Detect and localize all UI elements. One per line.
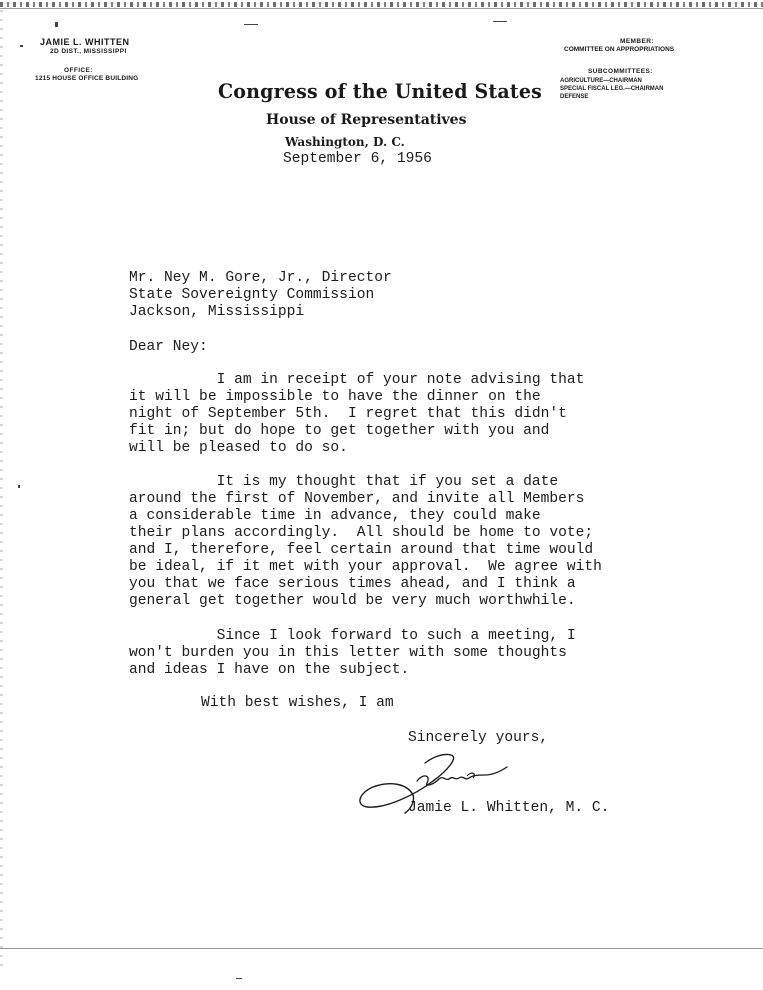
paragraph-line: general get together would be very much worthwhile. — [129, 593, 576, 609]
paragraph-line: you that we face serious times ahead, and I think a — [129, 576, 576, 592]
subcommittee-item: SPECIAL FISCAL LEG.—CHAIRMAN — [560, 86, 664, 92]
paragraph-2 — [129, 474, 602, 610]
paragraph-line: and I, therefore, feel certain around that time would — [129, 542, 594, 558]
paragraph-3 — [129, 628, 576, 679]
scan-edge-bottom — [0, 948, 763, 949]
recipient-address — [129, 270, 392, 321]
paragraph-line: night of September 5th. I regret that this didn't — [129, 406, 567, 422]
subcommittee-list — [560, 77, 690, 101]
paragraph-line: fit in; but do hope to get together with you and — [129, 423, 550, 439]
scan-edge-line — [0, 8, 763, 9]
committee-name: COMMITTEE ON APPROPRIATIONS — [564, 46, 675, 53]
letter-date: September 6, 1956 — [283, 151, 432, 167]
subcommittees-label: SUBCOMMITTEES: — [588, 68, 653, 75]
letterhead-city: Washington, D. C. — [285, 135, 405, 149]
address-line: Jackson, Mississippi — [129, 304, 305, 320]
scan-edge-left — [0, 10, 3, 970]
member-district: 2D DIST., MISSISSIPPI — [50, 48, 127, 55]
paragraph-line: I am in receipt of your note advising that — [129, 372, 585, 388]
paragraph-line: be ideal, if it met with your approval. We agree with — [129, 559, 602, 575]
complimentary-close: Sincerely yours, — [408, 730, 549, 746]
letterhead-committee-block — [560, 38, 690, 101]
subcommittee-item: AGRICULTURE—CHAIRMAN — [560, 78, 642, 84]
signer-name: Jamie L. Whitten, M. C. — [408, 800, 610, 816]
scan-speck — [18, 485, 20, 488]
subcommittee-item: DEFENSE — [560, 94, 589, 100]
letterhead-title: Congress of the United States — [218, 79, 543, 103]
office-label: OFFICE: — [64, 67, 93, 74]
letterhead-member-block — [35, 37, 178, 82]
paragraph-line: will be pleased to do so. — [129, 440, 348, 456]
paragraph-line: their plans accordingly. All should be home to vote; — [129, 525, 594, 541]
paragraph-line: around the first of November, and invite all Members — [129, 491, 585, 507]
paragraph-line: It is my thought that if you set a date — [129, 474, 559, 490]
scan-speck — [244, 24, 258, 25]
scan-speck — [20, 45, 23, 47]
paragraph-line: a considerable time in advance, they could make — [129, 508, 541, 524]
scan-speck — [493, 21, 507, 22]
paragraph-line: Since I look forward to such a meeting, I — [129, 628, 576, 644]
scan-edge-top — [0, 2, 763, 7]
paragraph-line: it will be impossible to have the dinner on the — [129, 389, 541, 405]
member-label: MEMBER: — [620, 38, 654, 45]
scan-speck — [55, 22, 58, 27]
address-line: State Sovereignty Commission — [129, 287, 375, 303]
paragraph-1 — [129, 372, 584, 457]
scan-speck — [236, 978, 242, 979]
letterhead-house: House of Representatives — [266, 112, 467, 128]
closing-line: With best wishes, I am — [201, 695, 394, 711]
office-address: 1215 HOUSE OFFICE BUILDING — [35, 75, 139, 82]
paragraph-line: and ideas I have on the subject. — [129, 662, 410, 678]
paragraph-line: won't burden you in this letter with some thoughts — [129, 645, 567, 661]
address-line: Mr. Ney M. Gore, Jr., Director — [129, 270, 392, 286]
member-name: JAMIE L. WHITTEN — [40, 37, 130, 47]
salutation: Dear Ney: — [129, 339, 208, 355]
